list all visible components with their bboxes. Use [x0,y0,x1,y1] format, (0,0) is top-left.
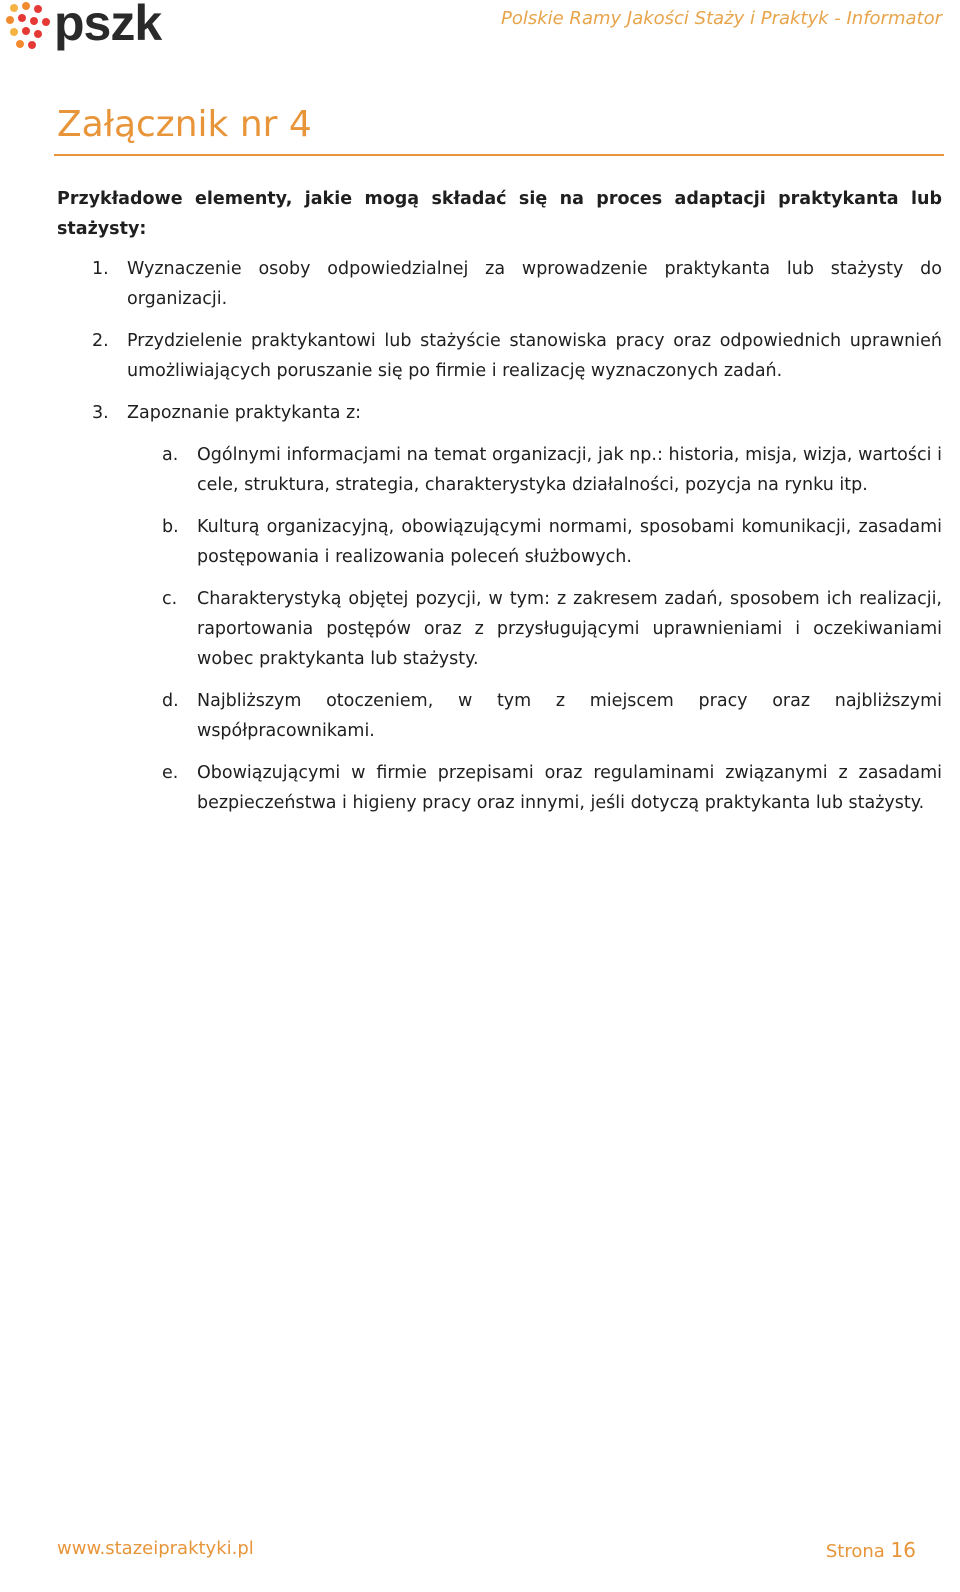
sub-list-item-letter: e. [162,763,179,783]
footer-website-link[interactable]: www.stazeipraktyki.pl [57,1538,254,1559]
list-item-number: 2. [92,331,109,351]
sub-list-item-letter: c. [162,589,178,609]
sub-list-item [57,584,942,674]
logo-text: pszk [54,0,162,51]
document-body [57,184,942,830]
sub-list-item [57,758,942,818]
list-item-number: 3. [92,403,109,423]
list-item [57,254,942,314]
list-item [57,326,942,386]
sub-list-item-text: Ogólnymi informacjami na temat organizacji, jak np.: historia, misja, wizja, wartości i cele, struktura, strategia, charakterystyka działalności, pozycja na rynku itp. [197,445,942,495]
page-number [826,1538,916,1562]
header-title: Polskie Ramy Jakości Staży i Praktyk - Informator [500,8,942,29]
page-title: Załącznik nr 4 [57,104,312,145]
page-label: Strona [825,1541,885,1562]
list-item-text: Zapoznanie praktykanta z: [127,403,362,423]
sub-list-item-letter: a. [162,445,179,465]
page-header [0,0,960,60]
sub-list-item-letter: d. [162,691,179,711]
sub-list-item-text: Charakterystyką objętej pozycji, w tym: z zakresem zadań, sposobem ich realizacji, raportowania postępów oraz z przysługującymi uprawnieniami i oczekiwaniami wobec praktykanta lub stażysty. [197,589,942,669]
list-item-text: Wyznaczenie osoby odpowiedzialnej za wprowadzenie praktykanta lub stażysty do organizacji. [127,259,942,309]
pszk-logo [4,0,189,58]
sub-list-item-text: Obowiązującymi w firmie przepisami oraz regulaminami związanymi z zasadami bezpieczeństwa i higieny pracy oraz innymi, jeśli dotyczą praktykanta lub stażysty. [197,763,942,813]
page-number-value: 16 [890,1538,916,1562]
list-item [57,398,942,428]
sub-list-item-text: Kulturą organizacyjną, obowiązującymi normami, sposobami komunikacji, zasadami postępowania i realizowania poleceń służbowych. [197,517,942,567]
list-item-text: Przydzielenie praktykantowi lub stażyście stanowiska pracy oraz odpowiednich uprawnień umożliwiających poruszanie się po firmie i realizację wyznaczonych zadań. [127,331,942,381]
sub-list-item [57,512,942,572]
sub-list-item-text: Najbliższym otoczeniem, w tym z miejscem pracy oraz najbliższymi współpracownikami. [197,691,942,741]
intro-paragraph: Przykładowe elementy, jakie mogą składać się na proces adaptacji praktykanta lub stażysty: [57,189,942,239]
list-item-number: 1. [92,259,109,279]
title-divider [54,154,944,156]
sub-list-item [57,440,942,500]
sub-list-item [57,686,942,746]
sub-list-item-letter: b. [162,517,179,537]
